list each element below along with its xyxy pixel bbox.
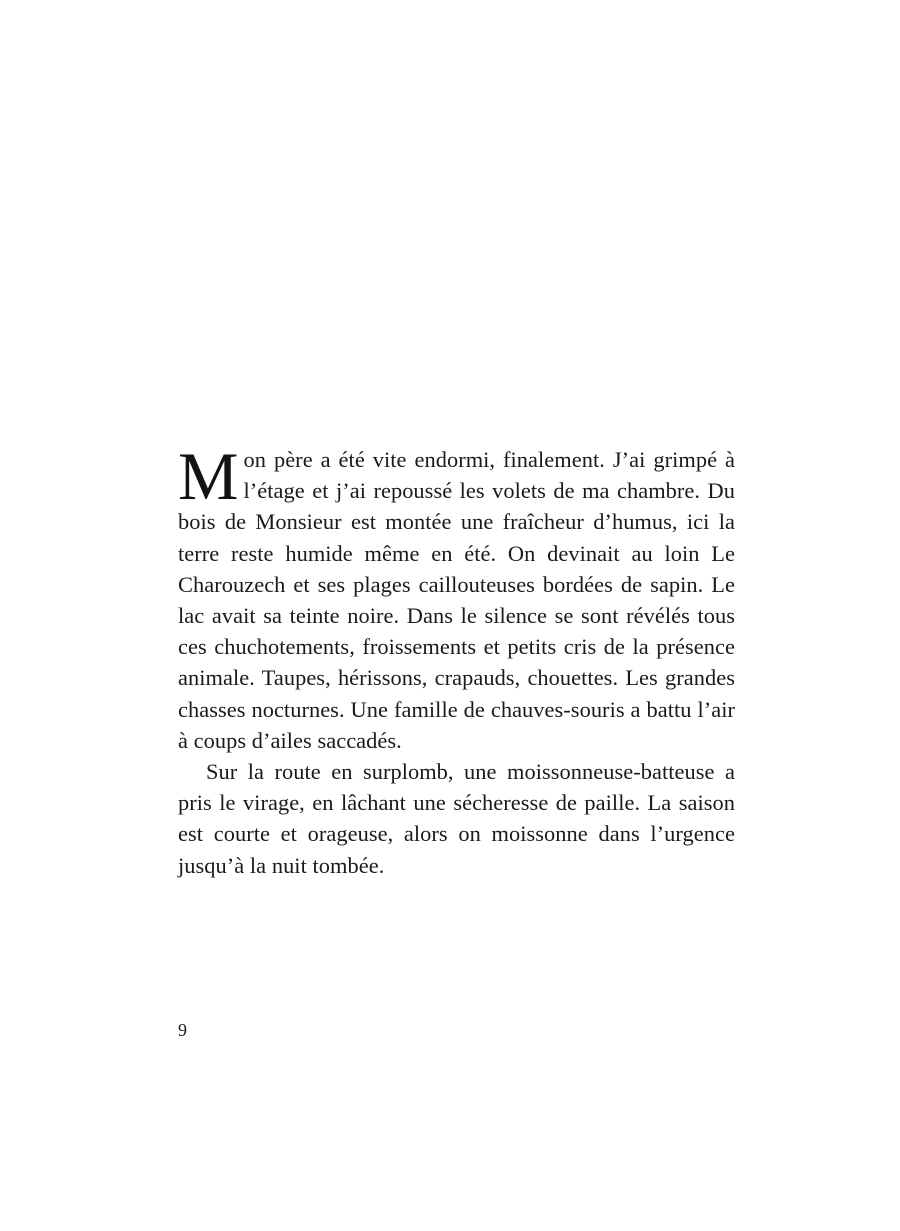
paragraph-opening-text: on père a été vite endormi, finalement. J’ai grimpé à l’étage et j’ai repoussé les volets de ma chambre. Du bois de Monsieur est montée une fraîcheur d’humus, ici la terre reste humide même en été. On devinait au loin Le Charouzech et ses plages caillouteuses bordées de sapin. Le lac avait sa teinte noire. Dans le silence se sont révélés tous ces chuchotements, froissements et petits cris de la présence animale. Taupes, hérissons, crapauds, chouettes. Les grandes chasses nocturnes. Une famille de chauves-souris a battu l’air à coups d’ailes saccadés. xyxy=(178,447,735,753)
paragraph-second: Sur la route en surplomb, une moissonneuse-batteuse a pris le virage, en lâchant une sécheresse de paille. La saison est courte et orageuse, alors on moissonne dans l’urgence jusqu’à la nuit tombée. xyxy=(178,759,735,878)
page-number: 9 xyxy=(178,1020,187,1040)
paragraph-opening xyxy=(178,438,735,756)
body-text-block xyxy=(178,438,735,881)
drop-cap-initial: M xyxy=(178,438,239,514)
